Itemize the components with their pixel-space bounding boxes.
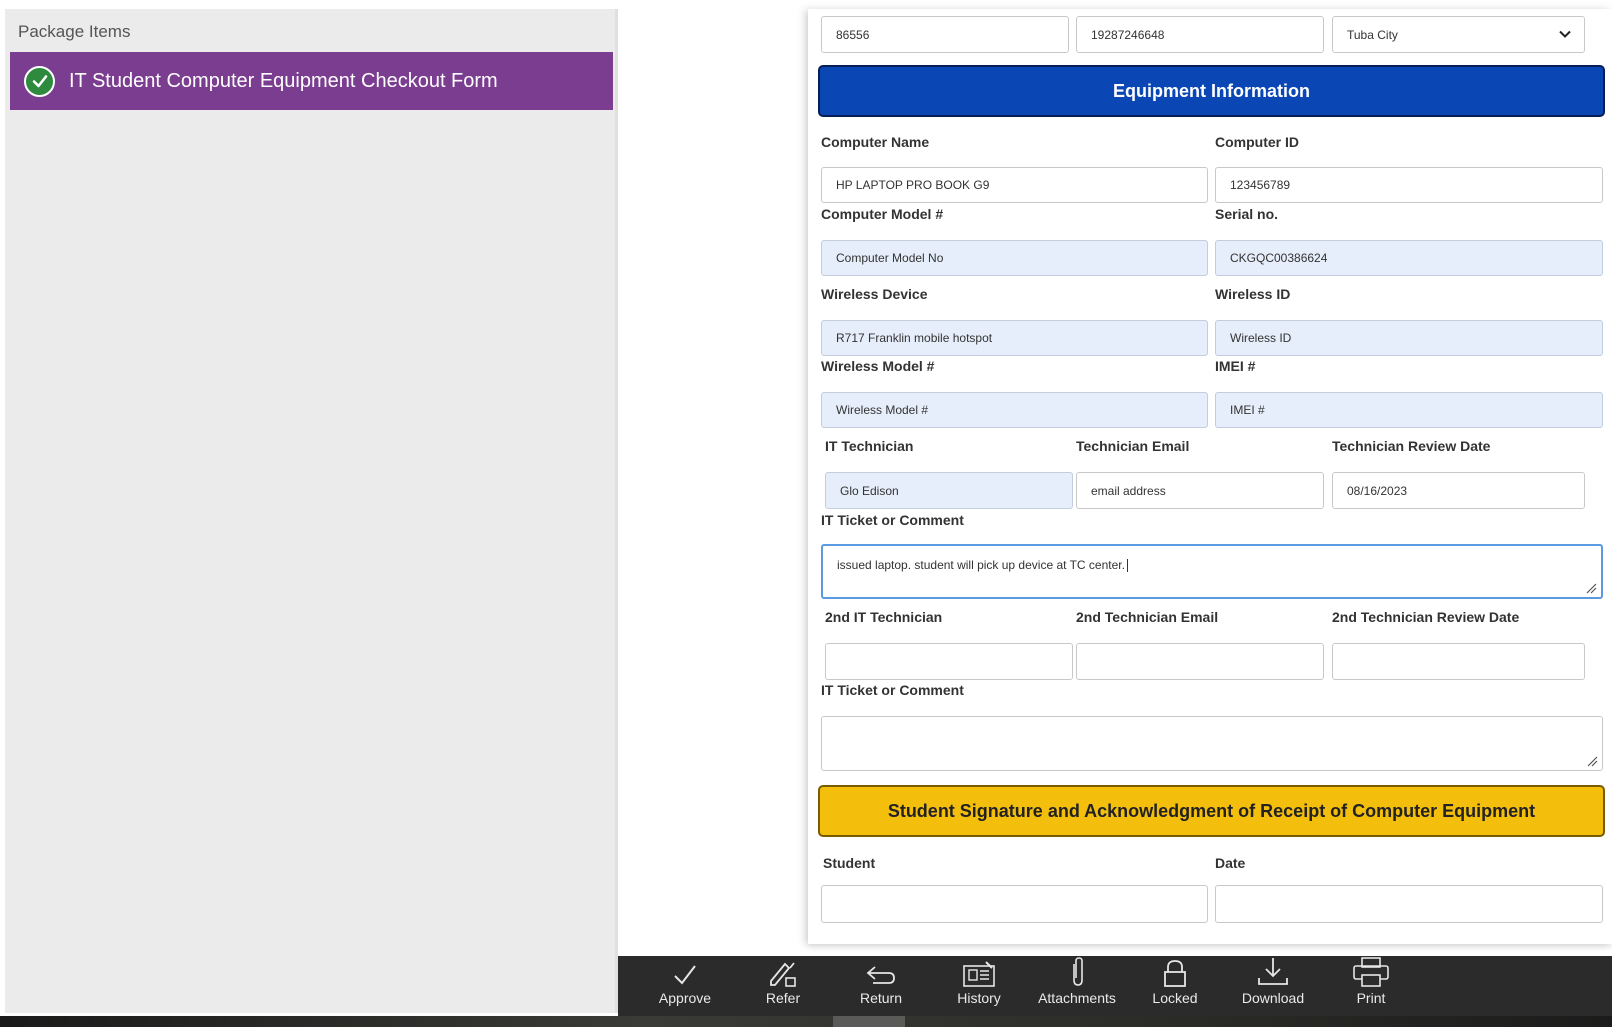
location-select-value: Tuba City xyxy=(1347,27,1398,42)
signature-date-field[interactable] xyxy=(1215,885,1603,923)
equipment-information-header: Equipment Information xyxy=(818,65,1605,117)
print-label: Print xyxy=(1356,990,1386,1006)
return-label: Return xyxy=(859,990,903,1006)
it-ticket-comment-text: issued laptop. student will pick up device at TC center. xyxy=(837,558,1125,572)
imei-label: IMEI # xyxy=(1215,358,1256,374)
computer-id-label: Computer ID xyxy=(1215,134,1299,150)
history-button[interactable] xyxy=(934,956,1024,1016)
student-label: Student xyxy=(823,855,876,871)
imei-field[interactable]: IMEI # xyxy=(1215,392,1603,428)
attachments-button[interactable] xyxy=(1032,956,1122,1016)
download-icon xyxy=(1256,956,1290,990)
computer-model-label: Computer Model # xyxy=(821,206,944,222)
chevron-down-icon xyxy=(1558,27,1572,44)
package-item-checkout-form[interactable] xyxy=(10,52,613,110)
second-it-technician-field[interactable] xyxy=(825,643,1073,680)
taskbar-active-tab[interactable] xyxy=(833,1016,905,1027)
wireless-model-label: Wireless Model # xyxy=(821,358,935,374)
check-circle-icon xyxy=(24,66,55,97)
package-item-label: IT Student Computer Equipment Checkout Form xyxy=(69,69,498,92)
history-label: History xyxy=(957,990,1001,1006)
approve-label: Approve xyxy=(658,990,712,1006)
it-ticket-comment-textarea[interactable] xyxy=(821,544,1603,599)
it-ticket-comment-label: IT Ticket or Comment xyxy=(821,512,964,528)
action-toolbar xyxy=(618,956,1612,1016)
package-items-title: Package Items xyxy=(18,22,131,41)
checkmark-icon xyxy=(672,956,698,990)
refer-label: Refer xyxy=(765,990,801,1006)
paperclip-icon xyxy=(1068,956,1086,990)
second-technician-email-label: 2nd Technician Email xyxy=(1076,609,1219,625)
resize-handle-icon[interactable] xyxy=(1585,582,1597,594)
lock-icon xyxy=(1162,956,1188,990)
wireless-device-field[interactable]: R717 Franklin mobile hotspot xyxy=(821,320,1208,356)
print-button[interactable] xyxy=(1326,956,1416,1016)
date-label: Date xyxy=(1215,855,1246,871)
second-technician-review-date-field[interactable] xyxy=(1332,643,1585,680)
locked-label: Locked xyxy=(1152,990,1198,1006)
second-it-ticket-comment-textarea[interactable] xyxy=(821,716,1603,771)
second-technician-email-field[interactable] xyxy=(1076,643,1324,680)
download-label: Download xyxy=(1241,990,1305,1006)
computer-id-field[interactable]: 123456789 xyxy=(1215,167,1603,203)
serial-no-field[interactable]: CKGQC00386624 xyxy=(1215,240,1603,276)
computer-name-field[interactable]: HP LAPTOP PRO BOOK G9 xyxy=(821,167,1208,203)
package-items-panel xyxy=(5,9,618,1013)
taskbar-strip xyxy=(0,1016,1612,1027)
location-select[interactable] xyxy=(1332,16,1585,53)
history-icon xyxy=(962,956,996,990)
refer-icon xyxy=(768,956,798,990)
computer-name-label: Computer Name xyxy=(821,134,930,150)
return-arrow-icon xyxy=(865,956,897,990)
it-technician-field[interactable]: Glo Edison xyxy=(825,472,1073,509)
it-technician-label: IT Technician xyxy=(825,438,914,454)
computer-model-field[interactable]: Computer Model No xyxy=(821,240,1208,276)
technician-email-label: Technician Email xyxy=(1076,438,1190,454)
return-button[interactable] xyxy=(836,956,926,1016)
second-it-technician-label: 2nd IT Technician xyxy=(825,609,943,625)
resize-handle-icon[interactable] xyxy=(1586,755,1598,767)
student-signature-header: Student Signature and Acknowledgment of Receipt of Computer Equipment xyxy=(818,785,1605,837)
checkout-form xyxy=(808,9,1612,944)
student-signature-field[interactable] xyxy=(821,885,1208,923)
wireless-id-label: Wireless ID xyxy=(1215,286,1291,302)
second-technician-review-date-label: 2nd Technician Review Date xyxy=(1332,609,1520,625)
text-cursor xyxy=(1127,559,1128,572)
printer-icon xyxy=(1352,956,1390,990)
approve-button[interactable] xyxy=(640,956,730,1016)
technician-review-date-label: Technician Review Date xyxy=(1332,438,1491,454)
download-button[interactable] xyxy=(1228,956,1318,1016)
zip-field[interactable]: 86556 xyxy=(821,16,1069,53)
wireless-id-field[interactable]: Wireless ID xyxy=(1215,320,1603,356)
serial-no-label: Serial no. xyxy=(1215,206,1279,222)
refer-button[interactable] xyxy=(738,956,828,1016)
technician-email-field[interactable]: email address xyxy=(1076,472,1324,509)
attachments-label: Attachments xyxy=(1038,990,1116,1006)
wireless-model-field[interactable]: Wireless Model # xyxy=(821,392,1208,428)
locked-button[interactable] xyxy=(1130,956,1220,1016)
second-it-ticket-comment-label: IT Ticket or Comment xyxy=(821,682,964,698)
technician-review-date-field[interactable]: 08/16/2023 xyxy=(1332,472,1585,509)
wireless-device-label: Wireless Device xyxy=(821,286,928,302)
phone-field[interactable]: 19287246648 xyxy=(1076,16,1324,53)
